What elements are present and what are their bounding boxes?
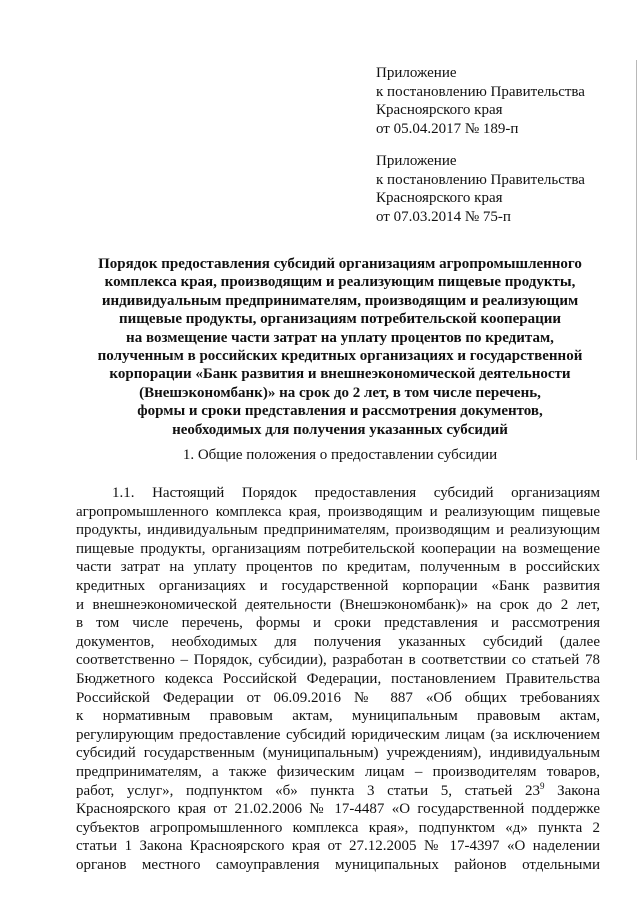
title-line: комплекса края, производящим и реализующим пищевые продукты, <box>104 274 576 291</box>
line-text: работ, услуг», подпунктом «б» пункта 3 статьи 5, статьей 23 <box>76 782 540 799</box>
title-line: формы и сроки представления и рассмотрения документов, <box>137 403 543 420</box>
appendix-header-current <box>376 64 626 138</box>
appendix-line: к постановлению Правительства <box>376 171 585 188</box>
paragraph-line: документов, необходимых для получения указанных субсидий (далее <box>76 633 600 650</box>
paragraph-line: в том числе перечень, формы и сроки представления и рассмотрения <box>76 615 600 632</box>
superscript-number: 9 <box>540 780 545 791</box>
title-line: необходимых для получения указанных субсидий <box>172 421 508 438</box>
paragraph-line: Российской Федерации от 06.09.2016 № 887 «Об общих требованиях <box>76 689 600 706</box>
title-line: индивидуальным предпринимателям, производящим и реализующим <box>101 292 579 309</box>
appendix-line: Красноярского края <box>376 190 503 206</box>
paragraph-line: субъектов агропромышленного комплекса края», подпунктом «д» пункта 2 <box>76 819 600 836</box>
title-line: полученным в российских кредитных организациях и государственной <box>97 348 583 365</box>
appendix-header-original <box>376 152 626 226</box>
paragraph-line: части затрат на уплату процентов по кредитам, полученным в российских <box>76 559 600 576</box>
appendix-line: от 05.04.2017 № 189-п <box>376 120 519 137</box>
section-heading: 1. Общие положения о предоставлении субсидии <box>182 447 498 463</box>
paragraph-line: регулирующим предоставление субсидий юридическим лицам (за исключением <box>76 726 600 743</box>
paragraph-line: агропромышленного комплекса края, производящим и реализующим пищевые <box>76 503 600 520</box>
paragraph-1-1 <box>76 484 600 874</box>
appendix-line: к постановлению Правительства <box>376 83 585 100</box>
paragraph-line: продукты, индивидуальным предпринимателям, производящим и реализующим <box>76 522 600 539</box>
paragraph-line: субсидий государственным (муниципальным) учреждениям), индивидуальным <box>76 745 600 762</box>
paragraph-line: кредитных организациях и государственной корпорации «Банк развития <box>76 577 600 594</box>
title-line: корпорации «Банк развития и внешнеэкономической деятельности <box>109 366 571 383</box>
appendix-line: Приложение <box>376 65 457 81</box>
appendix-line: от 07.03.2014 № 75-п <box>376 208 511 225</box>
appendix-line: Приложение <box>376 153 457 169</box>
title-line: Порядок предоставления субсидий организациям агропромышленного <box>98 256 582 272</box>
document-title <box>60 255 620 439</box>
title-line: пищевые продукты, организациям потребительской кооперации <box>118 311 562 328</box>
paragraph-line: 1.1. Настоящий Порядок предоставления субсидий организациям <box>112 485 600 501</box>
line-text: Закона <box>544 782 600 799</box>
paragraph-line: пищевые продукты, организациям потребительской кооперации на возмещение <box>76 540 600 557</box>
paragraph-line: и внешнеэкономической деятельности (Внешэкономбанк)» на срок до 2 лет, <box>76 596 600 613</box>
paragraph-line: Красноярского края от 21.02.2006 № 17-4487 «О государственной поддержке <box>76 801 600 818</box>
paragraph-line: предпринимателям, а также физическим лицам – производителям товаров, <box>76 763 600 780</box>
title-line: на возмещение части затрат на уплату процентов по кредитам, <box>126 329 554 346</box>
paragraph-line: к нормативным правовым актам, муниципальным правовым актам, <box>76 708 600 725</box>
appendix-line: Красноярского края <box>376 102 503 118</box>
scan-edge-line <box>636 60 637 460</box>
title-line: (Внешэкономбанк)» на срок до 2 лет, в том числе перечень, <box>139 384 541 401</box>
paragraph-line: статьи 1 Закона Красноярского края от 27.12.2005 № 17-4397 «О наделении <box>76 838 600 855</box>
paragraph-line-with-superscript <box>76 782 600 801</box>
paragraph-line: органов местного самоуправления муниципальных районов отдельными <box>76 856 600 873</box>
paragraph-line: Бюджетного кодекса Российской Федерации, постановлением Правительства <box>76 670 600 687</box>
paragraph-line: соответственно – Порядок, субсидии), разработан в соответствии со статьей 78 <box>76 652 600 669</box>
